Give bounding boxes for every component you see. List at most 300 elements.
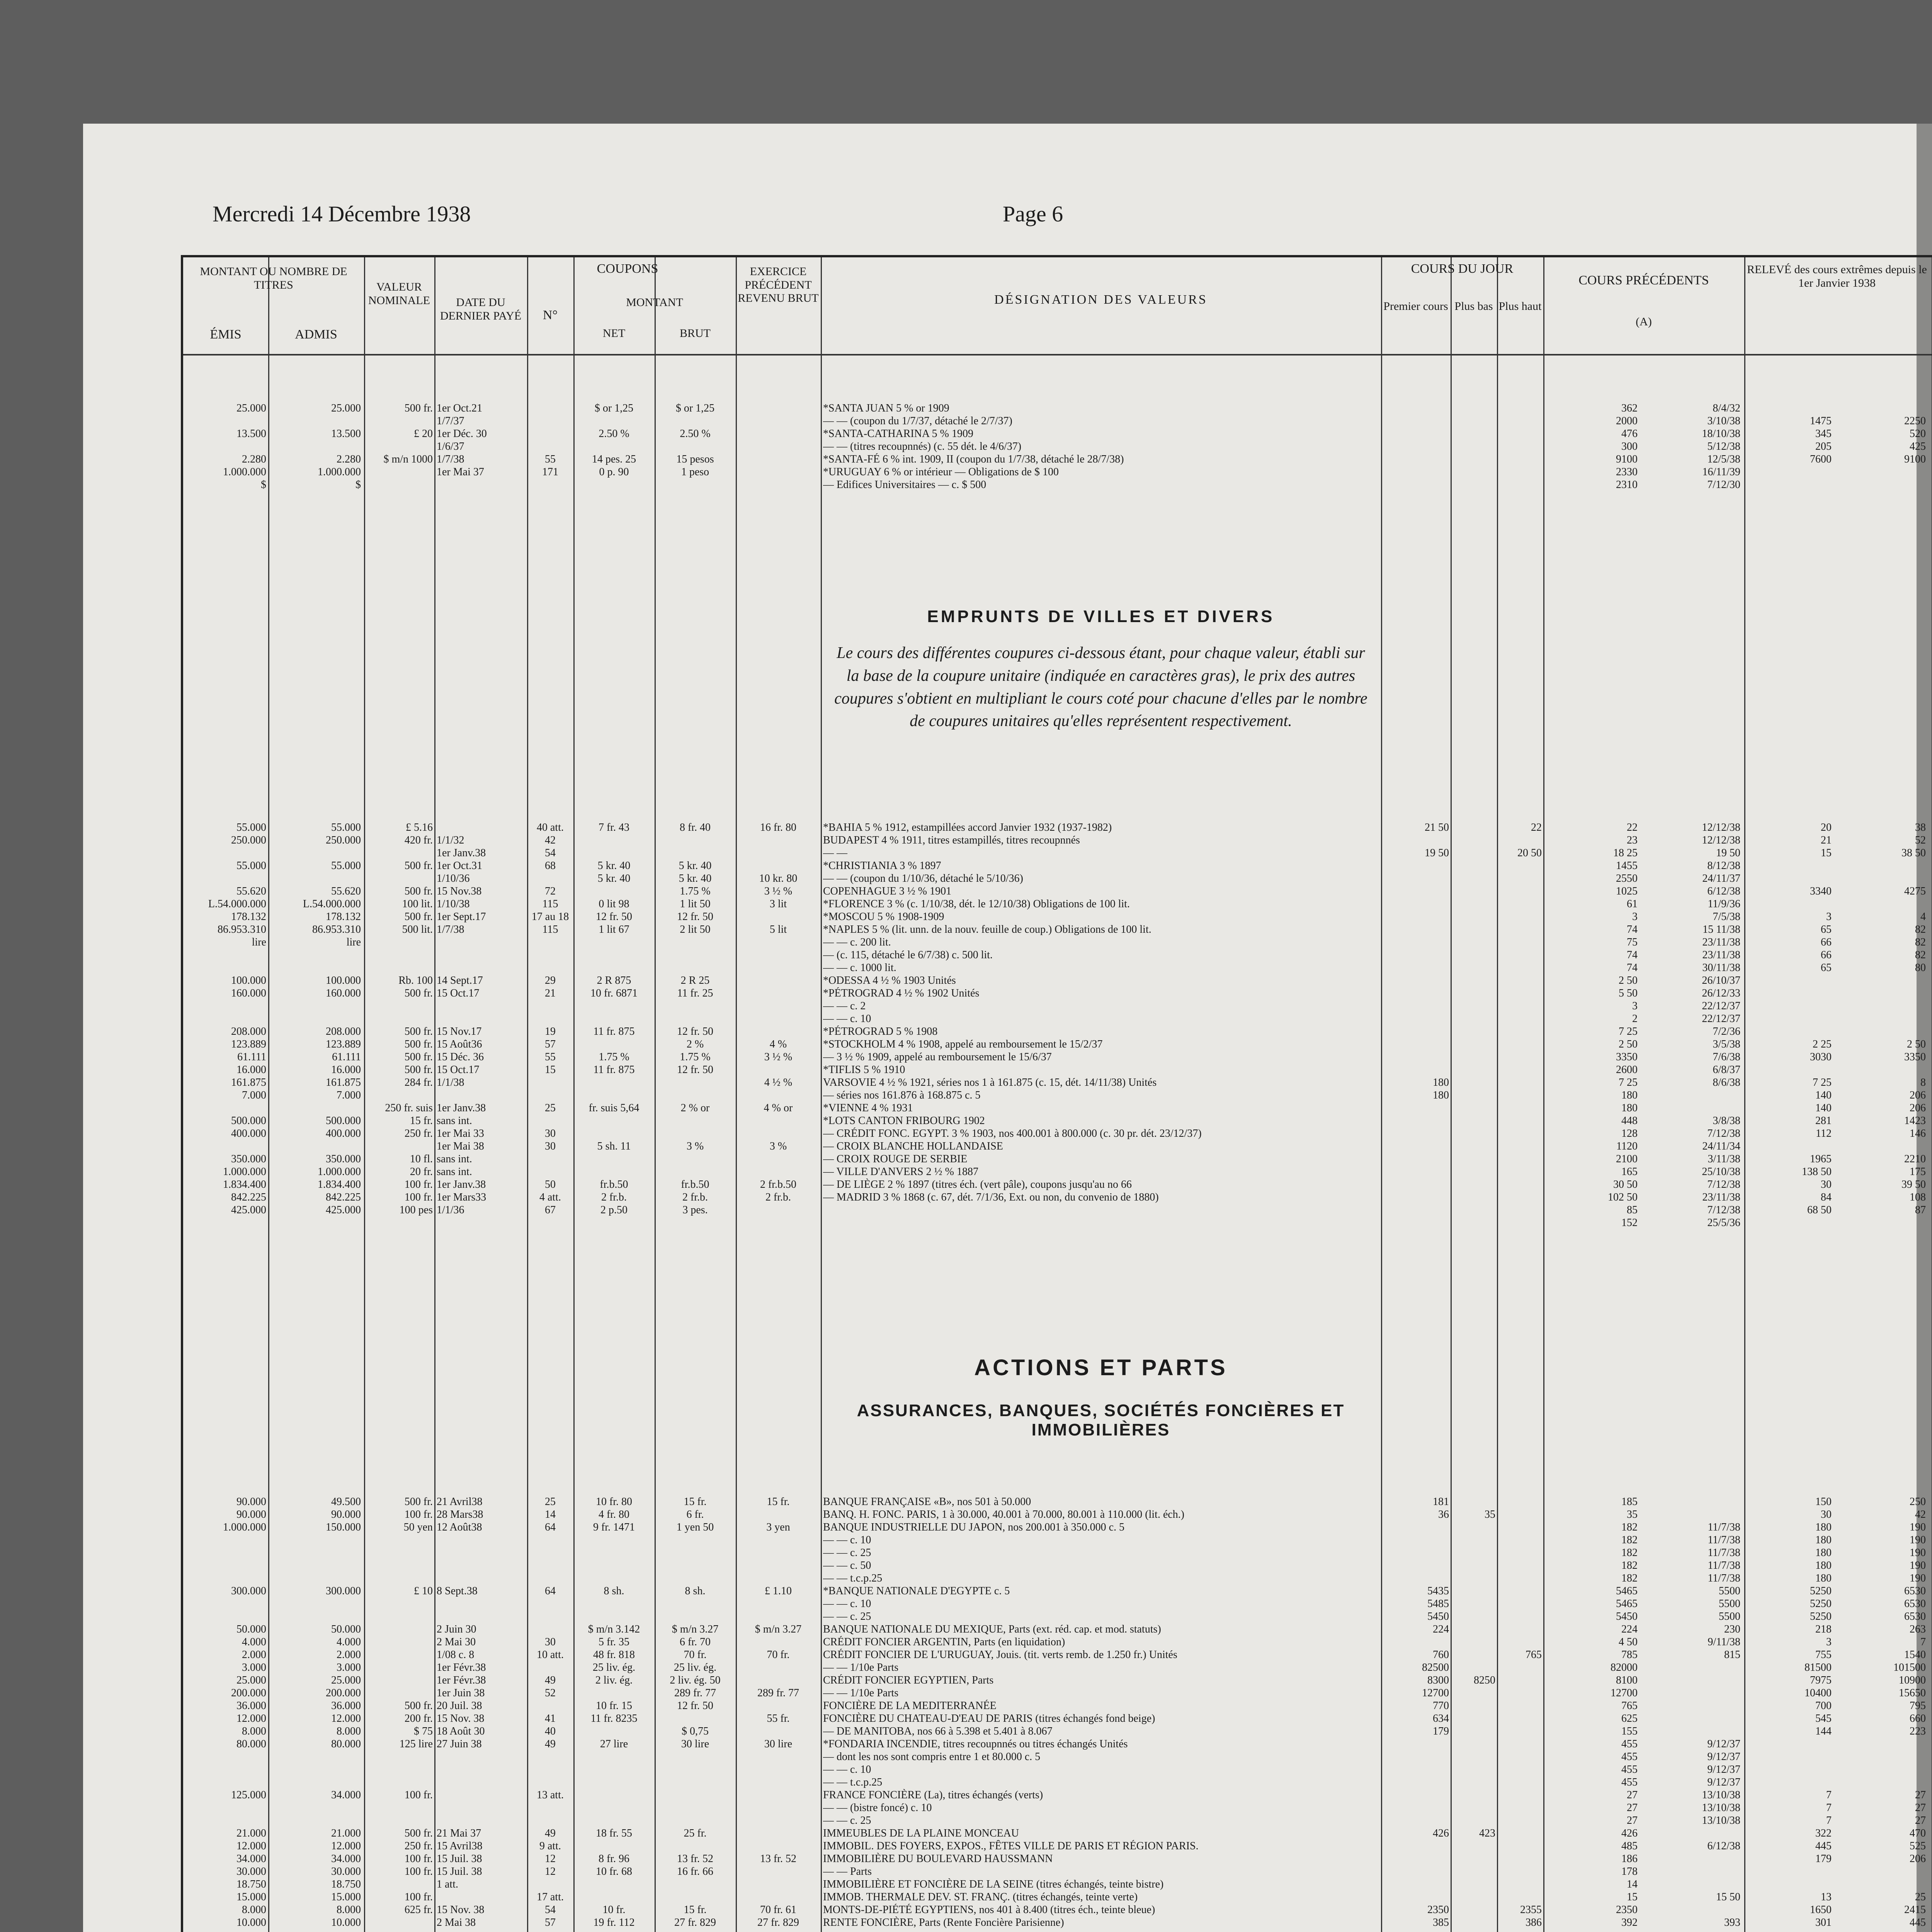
table-row	[183, 936, 1932, 946]
cell-date: sans int.	[437, 1166, 472, 1178]
cell-releve-haut: 42	[1915, 1509, 1926, 1520]
col-montant-coupon: MONTANT	[626, 296, 683, 309]
cell-cours-prec-date: 25/10/38	[1702, 1166, 1740, 1178]
cell-emis: 30.000	[236, 1866, 266, 1878]
table-row	[183, 1904, 1932, 1914]
cell-designation: IMMOBILIÈRE DU BOULEVARD HAUSSMANN	[823, 1853, 1053, 1865]
cell-net: 0 lit 98	[599, 898, 629, 910]
cell-releve-bas: 180	[1815, 1547, 1832, 1559]
col-cours-prec-note: (A)	[1636, 315, 1652, 328]
cell-valeur: 500 fr.	[404, 860, 433, 872]
cell-cours-prec-date: 26/12/33	[1702, 987, 1740, 999]
cell-cours-prec-date: 5500	[1719, 1598, 1740, 1610]
cell-numero: 17 att.	[537, 1891, 564, 1903]
table-row	[183, 479, 1932, 489]
cell-exercice: 3 yen	[766, 1521, 790, 1533]
cell-brut: fr.b.50	[681, 1179, 709, 1190]
cell-cours-prec-date: 6/8/37	[1713, 1064, 1740, 1076]
cell-numero: 52	[545, 1687, 556, 1699]
cell-brut: 8 sh.	[685, 1585, 706, 1597]
cell-cours-prec: 2000	[1616, 415, 1638, 427]
cell-cours-prec: 2550	[1616, 872, 1638, 884]
cell-numero: 17 au 18	[531, 911, 569, 923]
cell-premier: 5435	[1427, 1585, 1449, 1597]
table-row	[183, 1153, 1932, 1163]
cell-cours-prec-date: 393	[1724, 1917, 1740, 1929]
table-row	[183, 1585, 1932, 1595]
cell-date: 1er Sept.17	[437, 911, 486, 923]
cell-admis: 21.000	[331, 1827, 361, 1839]
cell-admis: 123.889	[326, 1038, 361, 1050]
cell-premier: 385	[1433, 1917, 1449, 1929]
cell-net: 10 fr. 80	[595, 1496, 633, 1508]
cell-net: $ m/n 3.142	[588, 1623, 640, 1635]
cell-exercice: 3 ½ %	[764, 885, 793, 897]
header-rule	[183, 354, 1932, 355]
cell-numero: 49	[545, 1674, 556, 1686]
cell-releve-haut: 82	[1915, 949, 1926, 961]
cell-releve-bas: 13	[1821, 1891, 1832, 1903]
cell-admis: 15.000	[331, 1891, 361, 1903]
cell-designation: RENTE FONCIÈRE, Parts (Rente Foncière Parisienne)	[823, 1917, 1064, 1929]
table-row	[183, 1166, 1932, 1176]
cell-releve-haut: 2 50	[1907, 1038, 1926, 1050]
cell-date: 15 Août36	[437, 1038, 482, 1050]
cell-admis: 86.953.310	[312, 923, 361, 935]
cell-admis: 161.875	[326, 1077, 361, 1088]
table-row	[183, 1102, 1932, 1112]
table-row	[183, 466, 1932, 476]
col-cours-du-jour: COURS DU JOUR	[1411, 262, 1514, 276]
cell-releve-bas: 5250	[1810, 1585, 1832, 1597]
cell-emis: 90.000	[236, 1496, 266, 1508]
cell-designation: *FONDARIA INCENDIE, titres recoupnnés ou titres échangés Unités	[823, 1738, 1128, 1750]
cell-brut: 6 fr. 70	[679, 1636, 711, 1648]
cell-premier: 634	[1433, 1713, 1449, 1725]
cell-numero: 171	[542, 466, 558, 478]
cell-cours-prec: 74	[1627, 923, 1638, 935]
cell-releve-haut: 1540	[1904, 1649, 1926, 1661]
table-row	[183, 1789, 1932, 1799]
cell-brut: 1.75 %	[680, 1051, 711, 1063]
cell-numero: 40 att.	[537, 821, 564, 833]
cell-cours-prec: 152	[1621, 1217, 1638, 1229]
cell-admis: 3.000	[337, 1662, 361, 1673]
table-row	[183, 1636, 1932, 1646]
cell-plus-bas: 35	[1485, 1509, 1495, 1520]
cell-numero: 12	[545, 1853, 556, 1865]
cell-numero: 64	[545, 1585, 556, 1597]
table-row	[183, 923, 1932, 934]
cell-admis: 1.000.000	[318, 1166, 361, 1178]
cell-valeur: 500 fr.	[404, 1827, 433, 1839]
cell-admis: 7.000	[337, 1089, 361, 1101]
cell-admis: 400.000	[326, 1128, 361, 1139]
cell-valeur: 500 lit.	[402, 923, 433, 935]
cell-releve-bas: 15	[1821, 847, 1832, 859]
cell-releve-bas: 68 50	[1807, 1204, 1832, 1216]
cell-releve-bas: 7600	[1810, 453, 1832, 465]
cell-releve-haut: 27	[1915, 1802, 1926, 1814]
cell-designation: — — (coupon du 1/7/37, détaché le 2/7/37)	[823, 415, 1012, 427]
cell-premier: 181	[1433, 1496, 1449, 1508]
cell-emis: 25.000	[236, 1674, 266, 1686]
table-row	[183, 1496, 1932, 1506]
cell-admis: 13.500	[331, 428, 361, 440]
cell-plus-bas: 423	[1479, 1827, 1495, 1839]
cell-date: 1er Mai 33	[437, 1128, 484, 1139]
cell-designation: *SANTA-FÉ 6 % int. 1909, II (coupon du 1/7/38, détaché le 28/7/38)	[823, 453, 1124, 465]
cell-admis: 2.000	[337, 1649, 361, 1661]
cell-cours-prec: 182	[1621, 1521, 1638, 1533]
table-row	[183, 1611, 1932, 1621]
cell-cours-prec-date: 3/10/38	[1707, 415, 1740, 427]
table-row	[183, 1026, 1932, 1036]
table-row	[183, 1013, 1932, 1023]
cell-releve-bas: 84	[1821, 1191, 1832, 1203]
cell-date: 1/7/38	[437, 453, 464, 465]
cell-cours-prec: 625	[1621, 1713, 1638, 1725]
cell-admis: 49.500	[331, 1496, 361, 1508]
cell-cours-prec: 5465	[1616, 1598, 1638, 1610]
cell-releve-bas: 3	[1826, 1636, 1832, 1648]
cell-admis: 90.000	[331, 1509, 361, 1520]
cell-designation: — CROIX ROUGE DE SERBIE	[823, 1153, 968, 1165]
cell-cours-prec-date: 30/11/38	[1702, 962, 1740, 974]
cell-releve-bas: 7	[1826, 1789, 1832, 1801]
cell-admis: 178.132	[326, 911, 361, 923]
cell-releve-haut: 525	[1910, 1840, 1926, 1852]
col-montant: MONTANT OU NOMBRE DE TITRES	[200, 265, 347, 291]
table-row	[183, 1077, 1932, 1087]
cell-exercice: 70 fr.	[767, 1649, 790, 1661]
cell-admis: 200.000	[326, 1687, 361, 1699]
cell-cours-prec-date: 230	[1724, 1623, 1740, 1635]
cell-cours-prec: 61	[1627, 898, 1638, 910]
cell-releve-bas: 2 25	[1813, 1038, 1832, 1050]
cell-emis: 1.000.000	[223, 1166, 266, 1178]
cell-cours-prec-date: 25/5/36	[1707, 1217, 1740, 1229]
cell-releve-bas: 180	[1815, 1560, 1832, 1571]
cell-cours-prec-date: 7/12/38	[1707, 1204, 1740, 1216]
cell-releve-haut: 38	[1915, 821, 1926, 833]
table-row	[183, 1598, 1932, 1608]
cell-valeur: 100 fr.	[404, 1191, 433, 1203]
table-row	[183, 821, 1932, 832]
cell-date: 1er Janv.38	[437, 1179, 486, 1190]
cell-designation: *BANQUE NATIONALE D'EGYPTE c. 5	[823, 1585, 1010, 1597]
cell-designation: COPENHAGUE 3 ½ % 1901	[823, 885, 952, 897]
cell-premier: 82500	[1422, 1662, 1449, 1673]
cell-cours-prec: 27	[1627, 1802, 1638, 1814]
cell-numero: 15	[545, 1064, 556, 1076]
cell-releve-bas: 180	[1815, 1572, 1832, 1584]
cell-designation: — Edifices Universitaires — c. $ 500	[823, 479, 986, 491]
cell-exercice: 30 lire	[764, 1738, 793, 1750]
cell-admis: 10.000	[331, 1917, 361, 1929]
cell-valeur: 10 fl.	[410, 1153, 433, 1165]
cell-cours-prec-date: 9/12/37	[1707, 1738, 1740, 1750]
cell-premier: 179	[1433, 1725, 1449, 1737]
cell-cours-prec: 455	[1621, 1751, 1638, 1763]
cell-valeur: 125 lire	[399, 1738, 433, 1750]
cell-releve-bas: 140	[1815, 1102, 1832, 1114]
cell-exercice: 13 fr. 52	[760, 1853, 797, 1865]
cell-net: 7 fr. 43	[598, 821, 630, 833]
cell-emis: 125.000	[231, 1789, 266, 1801]
cell-releve-bas: 7975	[1810, 1674, 1832, 1686]
cell-date: 21 Avril38	[437, 1496, 483, 1508]
cell-releve-bas: 755	[1815, 1649, 1832, 1661]
cell-cours-prec: 8100	[1616, 1674, 1638, 1686]
cell-exercice: £ 1.10	[765, 1585, 792, 1597]
cell-brut: 15 fr.	[684, 1904, 707, 1916]
cell-valeur: 15 fr.	[410, 1115, 433, 1127]
cell-brut: 11 fr. 25	[677, 987, 713, 999]
cell-emis: 425.000	[231, 1204, 266, 1216]
cell-designation: *MOSCOU 5 % 1908-1909	[823, 911, 944, 923]
cell-designation: CRÉDIT FONCIER ARGENTIN, Parts (en liquidation)	[823, 1636, 1065, 1648]
cell-premier: 21 50	[1425, 821, 1449, 833]
cell-releve-bas: 30	[1821, 1179, 1832, 1190]
cell-numero: 30	[545, 1128, 556, 1139]
cell-brut: 25 liv. ég.	[673, 1662, 717, 1673]
cell-cours-prec: 476	[1621, 428, 1638, 440]
cell-designation: VARSOVIE 4 ½ % 1921, séries nos 1 à 161.875 (c. 15, dét. 14/11/38) Unités	[823, 1077, 1157, 1088]
cell-date: 28 Mars38	[437, 1509, 483, 1520]
cell-releve-haut: 2210	[1904, 1153, 1926, 1165]
cell-cours-prec: 300	[1621, 440, 1638, 452]
cell-designation: BANQUE FRANÇAISE «B», nos 501 à 50.000	[823, 1496, 1031, 1508]
cell-numero: 55	[545, 1051, 556, 1063]
cell-cours-prec-date: 22/12/37	[1702, 1000, 1740, 1012]
section-actions: ACTIONS ET PARTS	[974, 1355, 1228, 1380]
table-row	[183, 975, 1932, 985]
table-row	[183, 415, 1932, 425]
cell-date: 1 att.	[437, 1878, 458, 1890]
cell-premier: 36	[1438, 1509, 1449, 1520]
cell-cours-prec-date: 6/12/38	[1707, 1840, 1740, 1852]
cell-admis: 1.000.000	[318, 466, 361, 478]
cell-exercice: 70 fr. 61	[760, 1904, 797, 1916]
cell-designation: *SANTA JUAN 5 % or 1909	[823, 402, 949, 414]
cell-releve-bas: 138 50	[1802, 1166, 1832, 1178]
cell-designation: *NAPLES 5 % (lit. unn. de la nouv. feuille de coup.) Obligations de 100 lit.	[823, 923, 1151, 935]
col-premier: Premier cours	[1383, 300, 1448, 313]
cell-cours-prec: 12700	[1611, 1687, 1638, 1699]
cell-net: 5 fr. 35	[598, 1636, 630, 1648]
cell-date: 1er Mai 38	[437, 1140, 484, 1152]
cell-brut: 2 fr.b.	[682, 1191, 708, 1203]
cell-admis: L.54.000.000	[303, 898, 361, 910]
cell-plus-haut: 386	[1526, 1917, 1542, 1929]
page-number: Page 6	[1003, 201, 1063, 226]
cell-emis: 55.620	[236, 885, 266, 897]
cell-net: 10 fr. 68	[595, 1866, 633, 1878]
cell-designation: CRÉDIT FONCIER EGYPTIEN, Parts	[823, 1674, 994, 1686]
cell-brut: 8 fr. 40	[679, 821, 711, 833]
cell-releve-haut: 190	[1910, 1560, 1926, 1571]
cell-date: 20 Juil. 38	[437, 1700, 482, 1712]
cell-net: 0 p. 90	[599, 466, 629, 478]
cell-admis: 2.280	[337, 453, 361, 465]
cell-cours-prec: 7 25	[1619, 1026, 1638, 1037]
cell-valeur: 100 fr.	[404, 1179, 433, 1190]
cell-emis: 15.000	[236, 1891, 266, 1903]
cell-designation: *BAHIA 5 % 1912, estampillées accord Janvier 1932 (1937-1982)	[823, 821, 1112, 833]
cell-designation: — 3 ½ % 1909, appelé au remboursement le 15/6/37	[823, 1051, 1052, 1063]
cell-releve-bas: 81500	[1804, 1662, 1832, 1673]
cell-emis: 8.000	[242, 1904, 266, 1916]
cell-net: $ or 1,25	[594, 402, 634, 414]
cell-admis: lire	[346, 936, 361, 948]
cell-cours-prec-date: 9/12/37	[1707, 1751, 1740, 1763]
cell-valeur: 100 fr.	[404, 1789, 433, 1801]
cell-admis: 55.000	[331, 821, 361, 833]
cell-date: 15 Oct.17	[437, 987, 480, 999]
cell-date: 1er Janv.38	[437, 1102, 486, 1114]
cell-releve-bas: 180	[1815, 1521, 1832, 1533]
cell-designation: — — c. 50	[823, 1560, 871, 1571]
col-valeur: VALEUR NOMINALE	[368, 281, 430, 307]
cell-admis: 350.000	[326, 1153, 361, 1165]
cell-numero: 14	[545, 1509, 556, 1520]
cell-cours-prec: 426	[1621, 1827, 1638, 1839]
cell-valeur: 100 fr.	[404, 1866, 433, 1878]
cell-brut: $ m/n 3.27	[672, 1623, 719, 1635]
cell-releve-haut: 470	[1910, 1827, 1926, 1839]
cell-cours-prec: 74	[1627, 962, 1638, 974]
cell-cours-prec-date: 5/12/38	[1707, 440, 1740, 452]
table-row	[183, 860, 1932, 870]
cell-cours-prec: 2100	[1616, 1153, 1638, 1165]
cell-releve-haut: 2415	[1904, 1904, 1926, 1916]
table-row	[183, 1051, 1932, 1061]
cell-releve-haut: 6530	[1904, 1598, 1926, 1610]
cell-releve-haut: 27	[1915, 1815, 1926, 1827]
table-row	[183, 1713, 1932, 1723]
cell-releve-bas: 144	[1815, 1725, 1832, 1737]
cell-cours-prec: 1025	[1616, 885, 1638, 897]
cell-designation: FONCIÈRE DU CHATEAU-D'EAU DE PARIS (titres échangés fond beige)	[823, 1713, 1155, 1725]
cell-cours-prec: 23	[1627, 834, 1638, 846]
cell-releve-haut: 206	[1910, 1089, 1926, 1101]
cell-cours-prec: 27	[1627, 1789, 1638, 1801]
table-row	[183, 1866, 1932, 1876]
cell-emis: 2.000	[242, 1649, 266, 1661]
cell-releve-bas: 445	[1815, 1840, 1832, 1852]
cell-releve-haut: 146	[1910, 1128, 1926, 1139]
cell-designation: *PÉTROGRAD 5 % 1908	[823, 1026, 938, 1037]
cell-cours-prec: 224	[1621, 1623, 1638, 1635]
table-row	[183, 911, 1932, 921]
cell-premier: 760	[1433, 1649, 1449, 1661]
cell-admis: 300.000	[326, 1585, 361, 1597]
cell-exercice: 2 fr.b.50	[760, 1179, 797, 1190]
cell-cours-prec: 18 25	[1613, 847, 1638, 859]
cell-valeur: 500 fr.	[404, 402, 433, 414]
cell-brut: 5 kr. 40	[679, 860, 712, 872]
cell-cours-prec: 155	[1621, 1725, 1638, 1737]
cell-cours-prec-date: 3/11/38	[1708, 1153, 1740, 1165]
cell-net: 14 pes. 25	[592, 453, 636, 465]
cell-designation: BANQUE NATIONALE DU MEXIQUE, Parts (ext. réd. cap. et mod. statuts)	[823, 1623, 1161, 1635]
cell-net: 10 fr. 6871	[590, 987, 638, 999]
cell-numero: 64	[545, 1521, 556, 1533]
cell-premier: 8300	[1427, 1674, 1449, 1686]
table-row	[183, 1751, 1932, 1761]
cell-date: 1/1/32	[437, 834, 464, 846]
cell-releve-haut: 425	[1910, 440, 1926, 452]
cell-emis: $	[261, 479, 266, 491]
cell-cours-prec-date: 12/12/38	[1702, 834, 1740, 846]
cell-brut: 3 pes.	[682, 1204, 708, 1216]
cell-admis: 250.000	[326, 834, 361, 846]
cell-emis: 8.000	[242, 1725, 266, 1737]
cell-cours-prec: 22	[1627, 821, 1638, 833]
cell-brut: 12 fr. 50	[677, 911, 714, 923]
cell-designation: *VIENNE 4 % 1931	[823, 1102, 913, 1114]
cell-cours-prec-date: 6/12/38	[1707, 885, 1740, 897]
cell-releve-bas: 150	[1815, 1496, 1832, 1508]
cell-valeur: 500 fr.	[404, 1026, 433, 1037]
cell-cours-prec-date: 11/7/38	[1708, 1572, 1740, 1584]
cell-releve-haut: 206	[1910, 1102, 1926, 1114]
cell-net: 2.50 %	[599, 428, 629, 440]
cell-releve-haut: 4275	[1904, 885, 1926, 897]
cell-cours-prec-date: 11/7/38	[1708, 1560, 1740, 1571]
cell-designation: — — 1/10e Parts	[823, 1687, 899, 1699]
cell-cours-prec: 165	[1621, 1166, 1638, 1178]
cell-valeur: $ m/n 1000	[383, 453, 433, 465]
cell-cours-prec-date: 7/2/36	[1713, 1026, 1740, 1037]
cell-plus-haut: 765	[1526, 1649, 1542, 1661]
cell-designation: — — t.c.p.25	[823, 1776, 883, 1788]
cell-exercice: 10 kr. 80	[759, 872, 798, 884]
cell-emis: 4.000	[242, 1636, 266, 1648]
cell-cours-prec-date: 9/11/38	[1708, 1636, 1740, 1648]
table-row	[183, 1738, 1932, 1748]
cell-net: 2 p.50	[600, 1204, 628, 1216]
table-row	[183, 1725, 1932, 1735]
cell-brut: 2 R 25	[680, 975, 710, 986]
cell-brut: 2 %	[686, 1038, 704, 1050]
cell-cours-prec-date: 8/4/32	[1713, 402, 1740, 414]
cell-brut: 12 fr. 50	[677, 1700, 714, 1712]
cell-admis: 8.000	[337, 1904, 361, 1916]
table-row	[183, 1509, 1932, 1519]
cell-releve-bas: 545	[1815, 1713, 1832, 1725]
quotation-table	[181, 255, 1932, 1932]
cell-releve-haut: 190	[1910, 1521, 1926, 1533]
cell-numero: 68	[545, 860, 556, 872]
cell-net: 9 fr. 1471	[593, 1521, 635, 1533]
cell-designation: — DE LIÈGE 2 % 1897 (titres éch. (vert pâle), coupons jusqu'au no 66	[823, 1179, 1132, 1190]
cell-cours-prec: 2350	[1616, 1904, 1638, 1916]
cell-numero: 30	[545, 1140, 556, 1152]
cell-numero: 55	[545, 453, 556, 465]
cell-date: 18 Août 30	[437, 1725, 485, 1737]
cell-valeur: 500 fr.	[404, 1064, 433, 1076]
cell-date: 1er Févr.38	[437, 1662, 486, 1673]
cell-designation: — — c. 10	[823, 1598, 871, 1610]
cell-releve-haut: 175	[1910, 1166, 1926, 1178]
cell-emis: 2.280	[242, 453, 266, 465]
col-cours-precedents: COURS PRÉCÉDENTS	[1578, 273, 1709, 287]
section-emprunts: EMPRUNTS DE VILLES ET DIVERS	[927, 607, 1275, 626]
cell-valeur: 420 fr.	[404, 834, 433, 846]
cell-cours-prec-date: 23/11/38	[1702, 949, 1740, 961]
